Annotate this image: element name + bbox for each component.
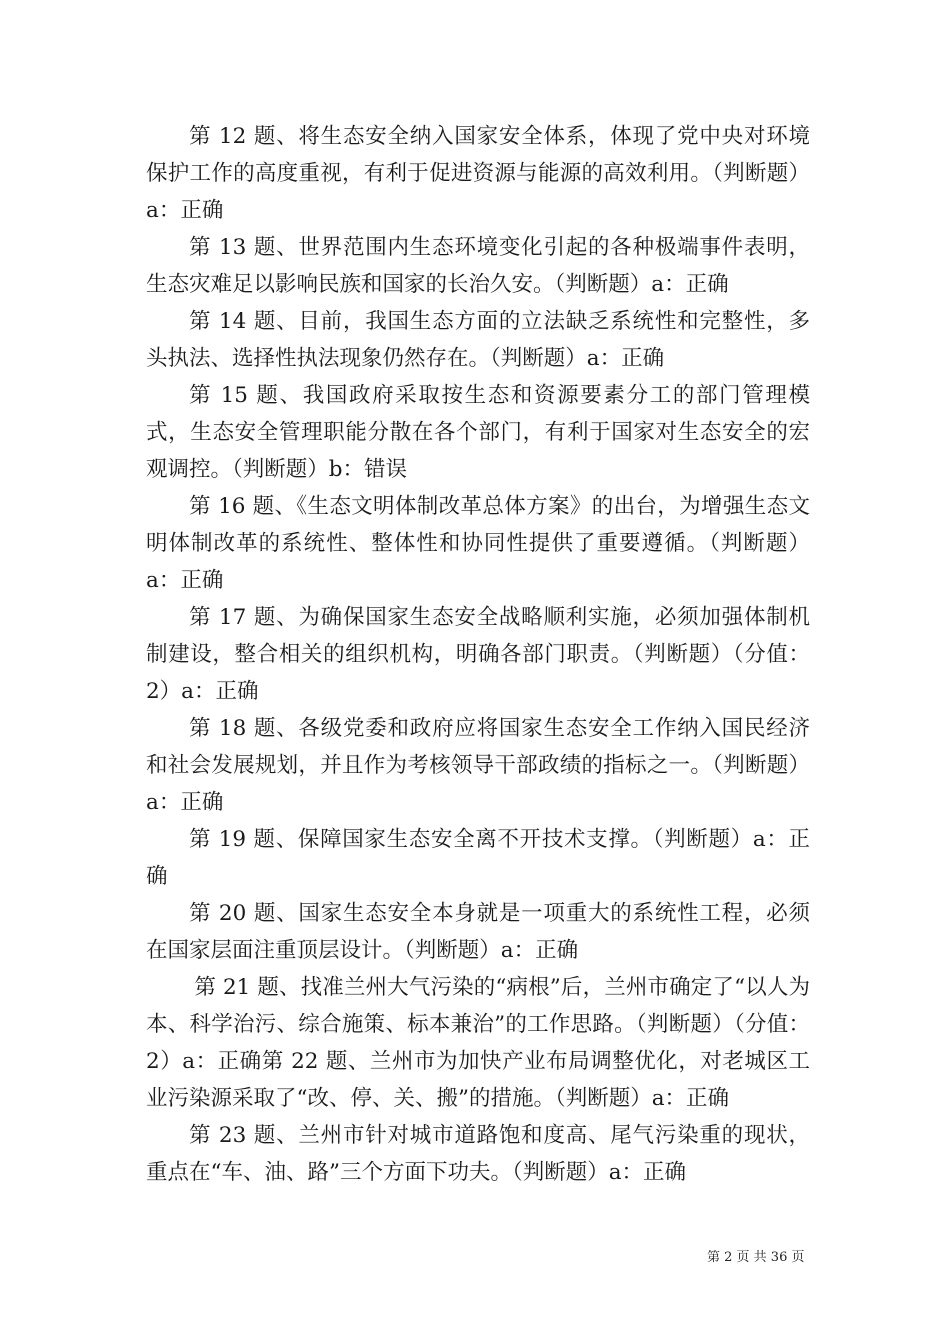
- page-number: 第 2 页 共 36 页: [707, 1250, 805, 1265]
- question-paragraph-18: 第 18 题、各级党委和政府应将国家生态安全工作纳入国民经济和社会发展规划，并且作为考核领导干部政绩的指标之一。（判断题）a：正确: [146, 716, 810, 815]
- question-paragraph-21-22: 第 21 题、找准兰州大气污染的“病根”后，兰州市确定了“以人为本、科学治污、综合施策、标本兼治”的工作思路。（判断题）（分值：2）a：正确第 22 题、兰州市为加快产业布局调整优化，对老城区工业污染源采取了“改、停、关、搬”的措施。（判断题）a：正确: [146, 975, 810, 1111]
- question-paragraph-15: 第 15 题、我国政府采取按生态和资源要素分工的部门管理模式，生态安全管理职能分散在各个部门，有利于国家对生态安全的宏观调控。（判断题）b：错误: [146, 383, 810, 482]
- question-paragraph-16: 第 16 题、《生态文明体制改革总体方案》的出台，为增强生态文明体制改革的系统性、整体性和协同性提供了重要遵循。（判断题）a：正确: [146, 494, 810, 593]
- question-paragraph-23: 第 23 题、兰州市针对城市道路饱和度高、尾气污染重的现状，重点在“车、油、路”三个方面下功夫。（判断题）a：正确: [146, 1123, 810, 1185]
- document-body: [146, 118, 810, 1191]
- question-paragraph-19: 第 19 题、保障国家生态安全离不开技术支撑。（判断题）a：正确: [146, 827, 810, 889]
- question-paragraph-13: 第 13 题、世界范围内生态环境变化引起的各种极端事件表明，生态灾难足以影响民族和国家的长治久安。（判断题）a：正确: [146, 235, 810, 297]
- question-paragraph-20: 第 20 题、国家生态安全本身就是一项重大的系统性工程，必须在国家层面注重顶层设计。（判断题）a：正确: [146, 901, 810, 963]
- question-paragraph-14: 第 14 题、目前，我国生态方面的立法缺乏系统性和完整性，多头执法、选择性执法现象仍然存在。（判断题）a：正确: [146, 309, 810, 371]
- question-paragraph-17: 第 17 题、为确保国家生态安全战略顺利实施，必须加强体制机制建设，整合相关的组织机构，明确各部门职责。（判断题）（分值：2）a：正确: [146, 605, 810, 704]
- question-paragraph-12: 第 12 题、将生态安全纳入国家安全体系，体现了党中央对环境保护工作的高度重视，有利于促进资源与能源的高效利用。（判断题）a：正确: [146, 124, 810, 223]
